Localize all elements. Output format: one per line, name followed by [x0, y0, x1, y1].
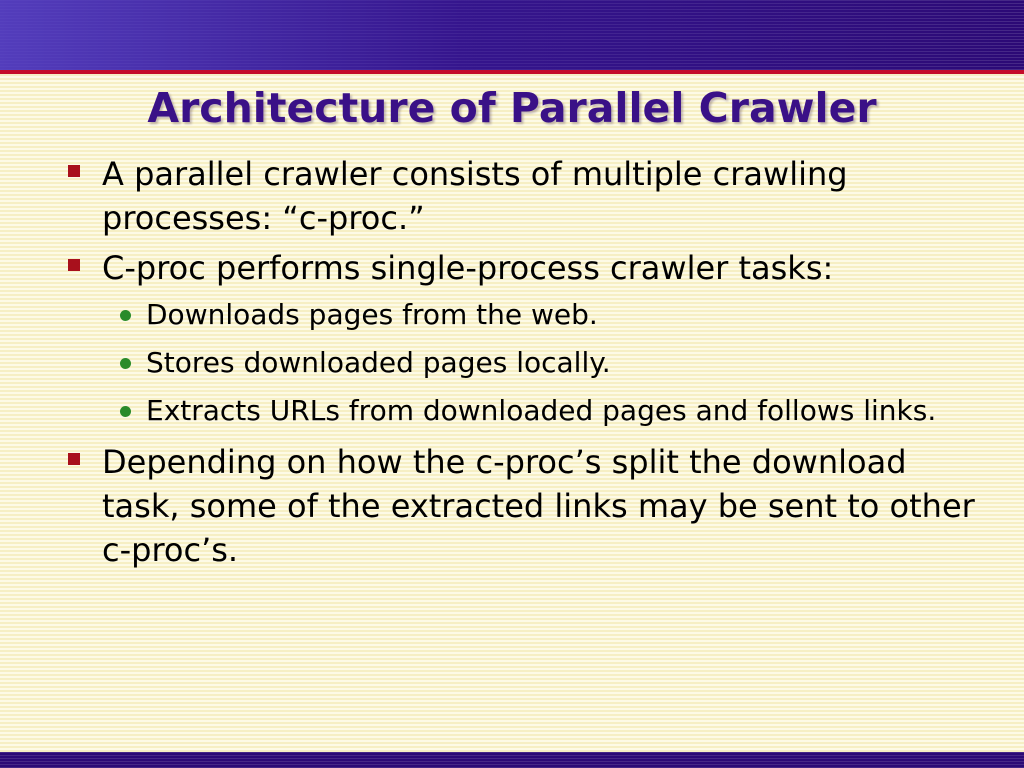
square-bullet-icon: [68, 259, 80, 271]
bullet-item: [66, 440, 986, 572]
bullet-text: C-proc performs single-process crawler tasks:: [102, 249, 834, 287]
sub-bullet-text: Stores downloaded pages locally.: [146, 346, 611, 379]
dot-bullet-icon: [120, 310, 131, 321]
bullet-item: [66, 152, 986, 240]
header-band: [0, 0, 1024, 70]
bullet-item: [66, 246, 986, 290]
slide-body: [66, 152, 986, 578]
sub-bullet-text: Extracts URLs from downloaded pages and follows links.: [146, 394, 937, 427]
dot-bullet-icon: [120, 406, 131, 417]
sub-bullet-list: [66, 296, 986, 430]
sub-bullet-item: [66, 344, 986, 382]
bullet-text: A parallel crawler consists of multiple crawling processes: “c-proc.”: [102, 155, 848, 237]
square-bullet-icon: [68, 453, 80, 465]
sub-bullet-item: [66, 296, 986, 334]
dot-bullet-icon: [120, 358, 131, 369]
sub-bullet-item: [66, 392, 986, 430]
header-rule: [0, 70, 1024, 74]
square-bullet-icon: [68, 165, 80, 177]
footer-band: [0, 752, 1024, 768]
bullet-text: Depending on how the c-proc’s split the download task, some of the extracted links may be sent to other c-proc’s.: [102, 443, 975, 569]
sub-bullet-text: Downloads pages from the web.: [146, 298, 598, 331]
slide-title: Architecture of Parallel Crawler: [147, 84, 877, 132]
